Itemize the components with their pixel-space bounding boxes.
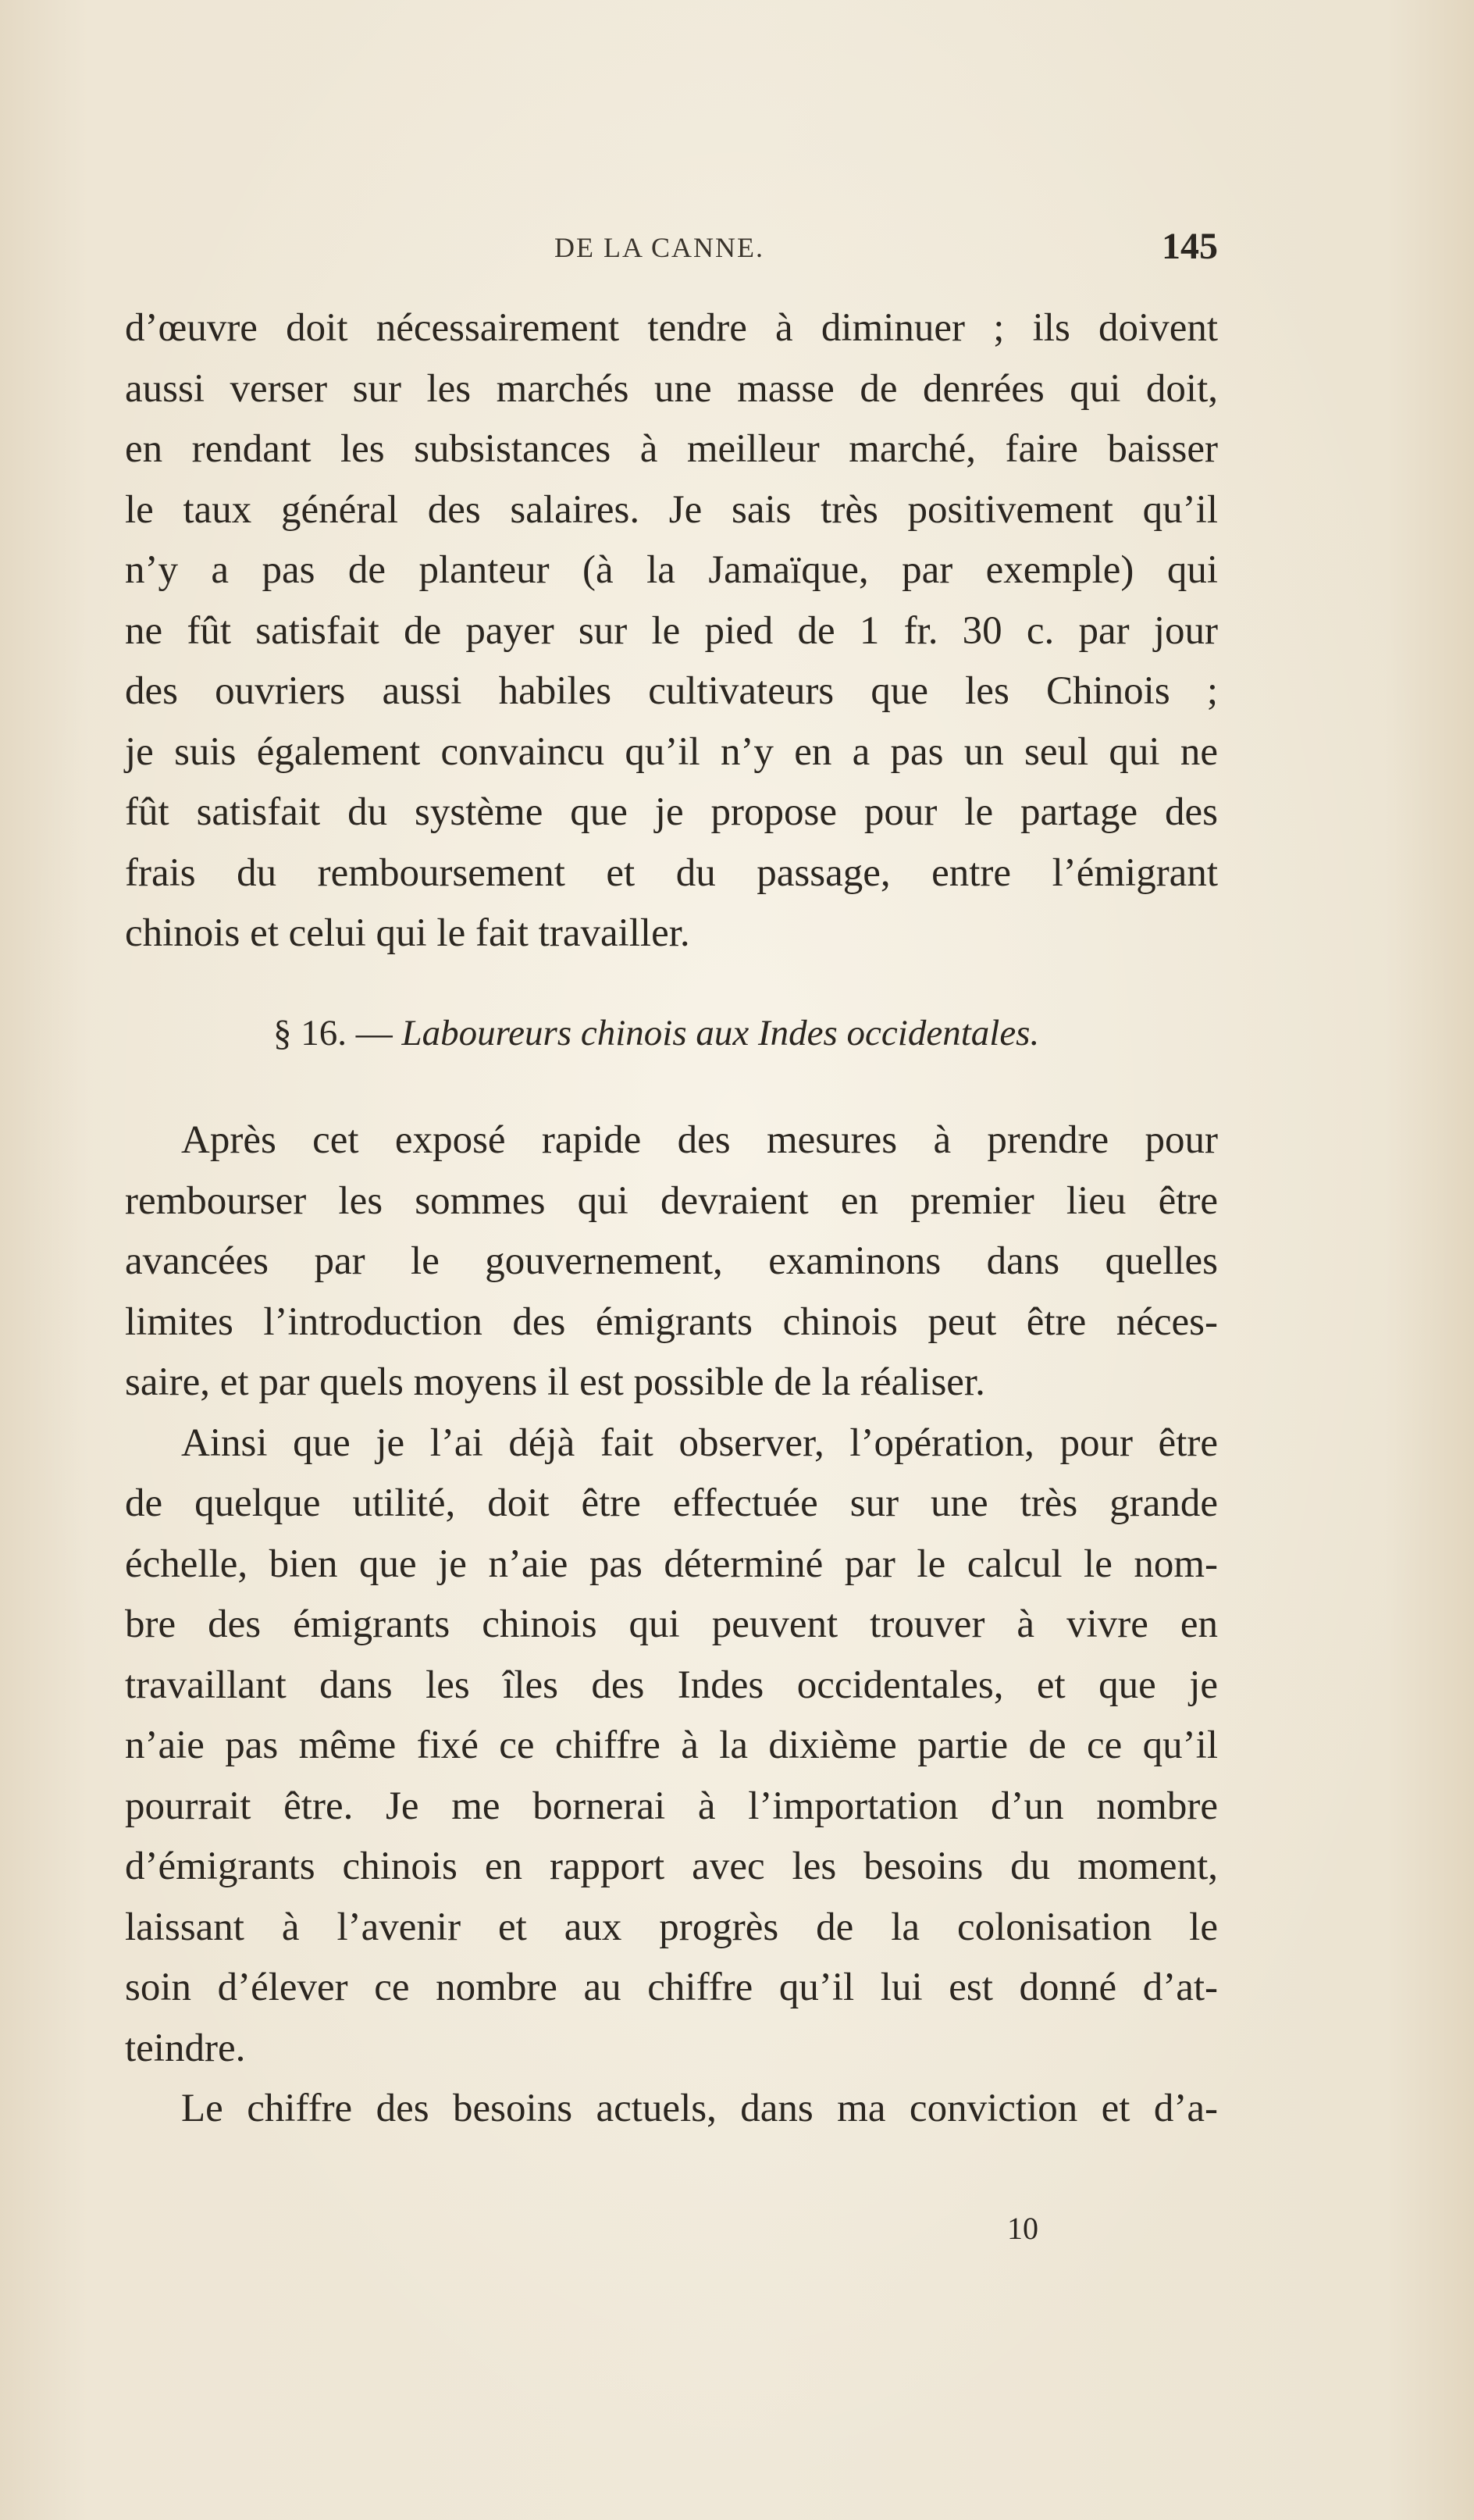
- text-line: ne fût satisfait de payer sur le pied de 1 fr. 30 c. par jour: [125, 608, 1218, 653]
- text-line: bre des émigrants chinois qui peuvent trouver à vivre en: [125, 1602, 1218, 1646]
- text-line: des ouvriers aussi habiles cultivateurs que les Chinois ;: [125, 669, 1218, 713]
- text-line: Ainsi que je l’ai déjà fait observer, l’opération, pour être: [181, 1420, 1218, 1465]
- text-line: n’aie pas même fixé ce chiffre à la dixième partie de ce qu’il: [125, 1723, 1218, 1767]
- text-line: saire, et par quels moyens il est possible de la réaliser.: [125, 1360, 985, 1404]
- text-line: en rendant les subsistances à meilleur marché, faire baisser: [125, 427, 1218, 471]
- text-line: limites l’introduction des émigrants chinois peut être néces-: [125, 1299, 1218, 1344]
- text-line: je suis également convaincu qu’il n’y en a pas un seul qui ne: [125, 729, 1218, 774]
- body-text: [125, 298, 1218, 2140]
- text-line: rembourser les sommes qui devraient en premier lieu être: [125, 1178, 1218, 1223]
- paragraph: [125, 2079, 1218, 2140]
- section-number: § 16. —: [273, 1012, 402, 1053]
- text-line: travaillant dans les îles des Indes occidentales, et que je: [125, 1663, 1218, 1707]
- text-line: aussi verser sur les marchés une masse de denrées qui doit,: [125, 366, 1218, 411]
- text-line: Après cet exposé rapide des mesures à prendre pour: [181, 1118, 1218, 1162]
- text-line: soin d’élever ce nombre au chiffre qu’il lui est donné d’at-: [125, 1966, 1218, 2009]
- text-line: fût satisfait du système que je propose pour le partage des: [125, 790, 1218, 834]
- section-heading: [125, 1003, 1218, 1064]
- text-line: teindre.: [125, 2026, 246, 2070]
- running-title: DE LA CANNE.: [554, 232, 764, 263]
- text-line: laissant à l’avenir et aux progrès de la colonisation le: [125, 1905, 1218, 1949]
- text-line: de quelque utilité, doit être effectuée sur une très grande: [125, 1481, 1218, 1525]
- text-line: échelle, bien que je n’aie pas déterminé par le calcul le nom-: [125, 1542, 1218, 1586]
- section-title: Laboureurs chinois aux Indes occidentales.: [401, 1012, 1040, 1053]
- text-line: d’œuvre doit nécessairement tendre à diminuer ; ils doivent: [125, 306, 1218, 350]
- paragraph: [125, 298, 1218, 964]
- paragraph: [125, 1110, 1218, 1413]
- text-line: n’y a pas de planteur (à la Jamaïque, par exemple) qui: [125, 548, 1218, 592]
- text-line: chinois et celui qui le fait travailler.: [125, 911, 690, 955]
- page-number: 145: [1162, 226, 1218, 267]
- text-line: Le chiffre des besoins actuels, dans ma conviction et d’a-: [181, 2087, 1218, 2130]
- text-line: frais du remboursement et du passage, entre l’émigrant: [125, 850, 1218, 895]
- text-line: le taux général des salaires. Je sais très positivement qu’il: [125, 487, 1218, 532]
- text-line: pourrait être. Je me bornerai à l’importation d’un nombre: [125, 1784, 1218, 1828]
- signature-mark: 10: [1007, 2211, 1038, 2246]
- paragraph: [125, 1413, 1218, 2080]
- text-line: avancées par le gouvernement, examinons dans quelles: [125, 1239, 1218, 1283]
- page-header: [125, 226, 1218, 278]
- text-line: d’émigrants chinois en rapport avec les besoins du moment,: [125, 1845, 1218, 1888]
